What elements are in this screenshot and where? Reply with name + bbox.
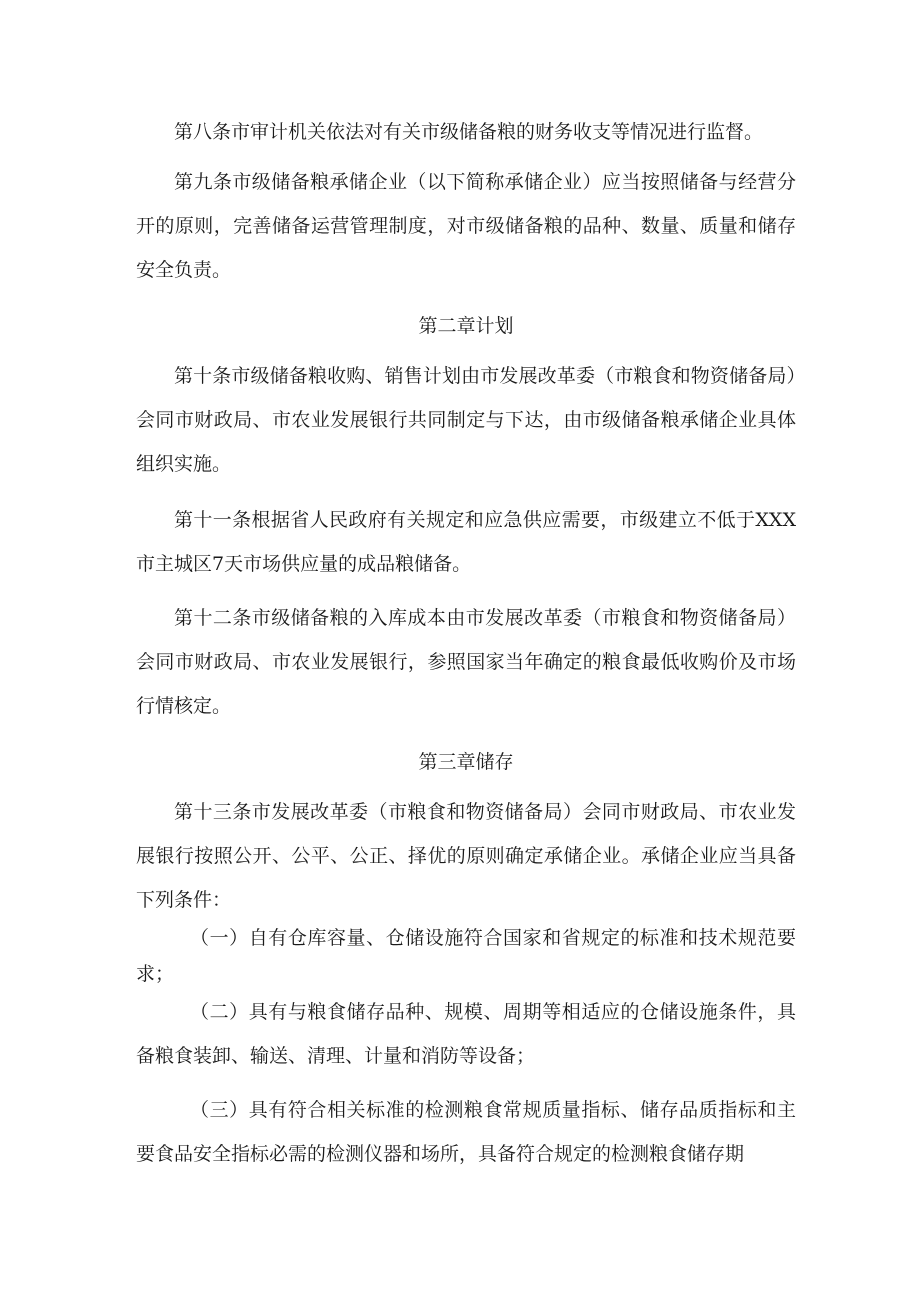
article-10: 第十条市级储备粮收购、销售计划由市发展改革委（市粮食和物资储备局）会同市财政局、市农业发展银行共同制定与下达，由市级储备粮承储企业具体组织实施。 — [136, 365, 796, 475]
article-11: 第十一条根据省人民政府有关规定和应急供应需要，市级建立不低于XXX市主城区7天市场供应量的成品粮储备。 — [136, 509, 796, 575]
article-13-item-1: （一）自有仓库容量、仓储设施符合国家和省规定的标准和技术规范要求； — [136, 927, 796, 985]
chapter-2-heading: 第二章计划 — [418, 315, 514, 337]
article-13-item-2: （二）具有与粮食储存品种、规模、周期等相适应的仓储设施条件，具备粮食装卸、输送、清理、计量和消防等设备； — [136, 1001, 796, 1067]
article-8: 第八条市审计机关依法对有关市级储备粮的财务收支等情况进行监督。 — [174, 121, 764, 143]
article-13-item-3: （三）具有符合相关标准的检测粮食常规质量指标、储存品质指标和主要食品安全指标必需的检测仪器和场所，具备符合规定的检测粮食储存期 — [136, 1099, 796, 1165]
article-13: 第十三条市发展改革委（市粮食和物资储备局）会同市财政局、市农业发展银行按照公开、公平、公正、择优的原则确定承储企业。承储企业应当具备下列条件： — [136, 801, 796, 911]
article-9: 第九条市级储备粮承储企业（以下简称承储企业）应当按照储备与经营分开的原则，完善储备运营管理制度，对市级储备粮的品种、数量、质量和储存安全负责。 — [136, 171, 796, 281]
chapter-3-heading: 第三章储存 — [418, 751, 514, 773]
article-12: 第十二条市级储备粮的入库成本由市发展改革委（市粮食和物资储备局）会同市财政局、市农业发展银行，参照国家当年确定的粮食最低收购价及市场行情核定。 — [136, 607, 796, 717]
